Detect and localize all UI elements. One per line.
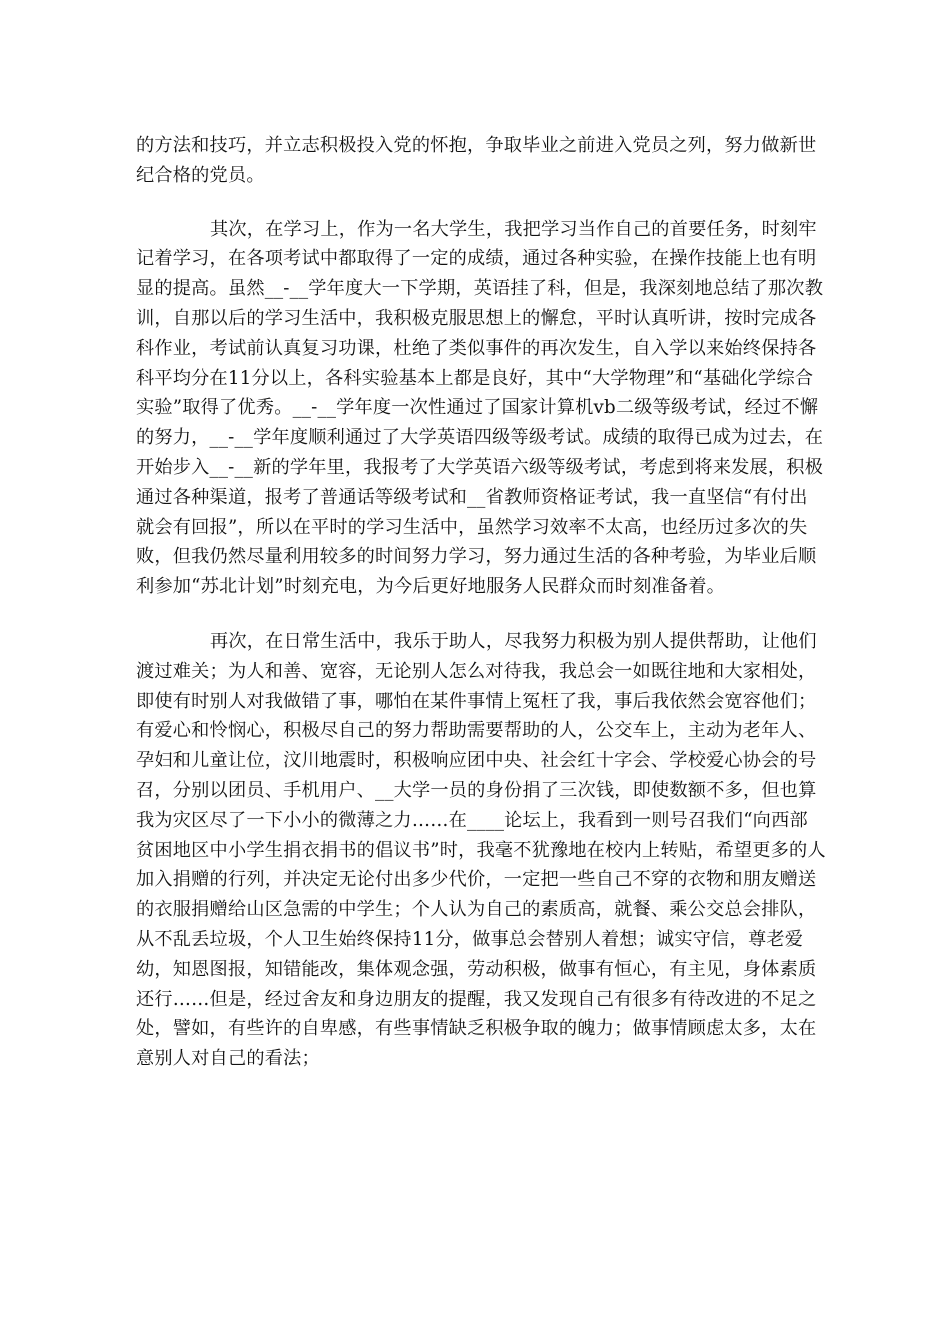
paragraph-study: 其次，在学习上，作为一名大学生，我把学习当作自己的首要任务，时刻牢记着学习，在各项考试中都取得了一定的成绩，通过各种实验，在操作技能上也有明显的提高。虽然__-__学年度大一下学期，英语挂了科，但是，我深刻地总结了那次教训，自那以后的学习生活中，我积极克服思想上的懈怠，平时认真听讲，按时完成各科作业，考试前认真复习功课，杜绝了类似事件的再次发生，自入学以来始终保持各科平均分在11分以上，各科实验基本上都是良好，其中“大学物理”和“基础化学综合实验”取得了优秀。__-__学年度一次性通过了国家计算机vb二级等级考试，经过不懈的努力，__-__学年度顺利通过了大学英语四级等级考试。成绩的取得已成为过去，在开始步入__-__新的学年里，我报考了大学英语六级等级考试，考虑到将来发展，积极通过各种渠道，报考了普通话等级考试和__省教师资格证考试，我一直坚信“有付出就会有回报”，所以在平时的学习生活中，虽然学习效率不太高，也经历过多次的失败，但我仍然尽量利用较多的时间努力学习，努力通过生活的各种考验，为毕业后顺利参加“苏北计划”时刻充电，为今后更好地服务人民群众而时刻准备着。 [136,218,824,598]
document-body [136,131,826,1074]
paragraph-daily-life: 再次，在日常生活中，我乐于助人，尽我努力积极为别人提供帮助，让他们渡过难关；为人和善、宽容，无论别人怎么对待我，我总会一如既往地和大家相处，即使有时别人对我做错了事，哪怕在某件事情上冤枉了我，事后我依然会宽容他们；有爱心和怜悯心，积极尽自己的努力帮助需要帮助的人，公交车上，主动为老年人、孕妇和儿童让位，汶川地震时，积极响应团中央、社会红十字会、学校爱心协会的号召，分别以团员、手机用户、__大学一员的身份捐了三次钱，即使数额不多，但也算我为灾区尽了一下小小的微薄之力……在____论坛上，我看到一则号召我们“向西部贫困地区中小学生捐衣捐书的倡议书”时，我毫不犹豫地在校内上转贴，希望更多的人加入捐赠的行列，并决定无论付出多少代价，一定把一些自己不穿的衣物和朋友赠送的衣服捐赠给山区急需的中学生；个人认为自己的素质高，就餐、乘公交总会排队，从不乱丢垃圾，个人卫生始终保持11分，做事总会替别人着想；诚实守信，尊老爱幼，知恩图报，知错能改，集体观念强，劳动积极，做事有恒心，有主见，身体素质还行……但是，经过舍友和身边朋友的提醒，我又发现自己有很多有待改进的不足之处，譬如，有些许的自卑感，有些事情缺乏积极争取的魄力；做事情顾虑太多，太在意别人对自己的看法； [136,630,826,1070]
paragraph-party-membership: 的方法和技巧，并立志积极投入党的怀抱，争取毕业之前进入党员之列，努力做新世纪合格的党员。 [136,135,817,186]
